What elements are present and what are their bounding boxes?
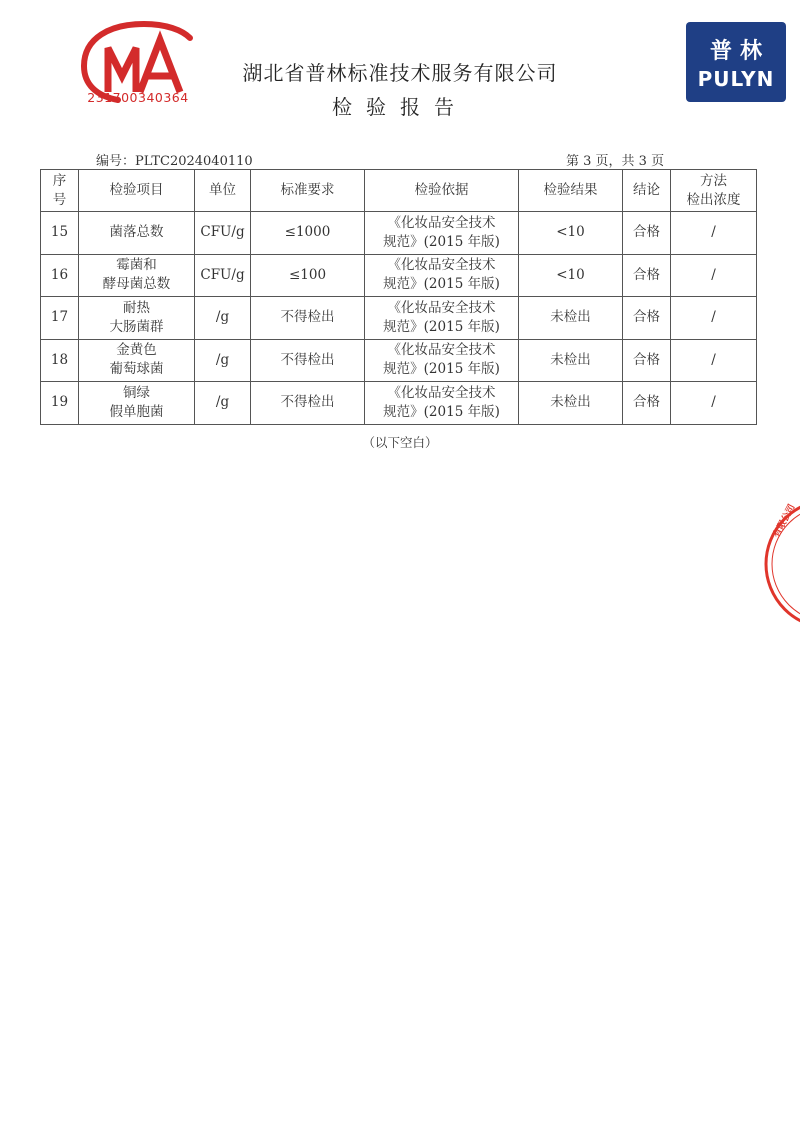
cell-basis: 《化妆品安全技术 规范》(2015 年版) [365,339,519,382]
cell-seq: 16 [41,254,79,297]
header-conclusion: 结论 [623,170,671,212]
page-info: 第 3 页，共 3 页 [566,154,665,169]
cell-result: 未检出 [519,297,623,340]
cell-conclusion: 合格 [623,212,671,255]
cell-basis: 《化妆品安全技术 规范》(2015 年版) [365,297,519,340]
cell-item: 耐热 大肠菌群 [79,297,195,340]
cell-unit: /g [195,382,251,425]
header-seq: 序 号 [41,170,79,212]
table-row [41,382,757,425]
company-seal [760,498,800,630]
header-unit: 单位 [195,170,251,212]
cell-method: / [671,297,757,340]
cell-standard: 不得检出 [251,297,365,340]
cell-unit: /g [195,297,251,340]
cell-seq: 15 [41,212,79,255]
company-name: 湖北省普林标准技术服务有限公司 [242,61,558,85]
cell-item: 铜绿 假单胞菌 [79,382,195,425]
table-row [41,254,757,297]
cma-number: 231700340364 [87,90,189,105]
cell-standard: 不得检出 [251,382,365,425]
cell-seq: 19 [41,382,79,425]
cell-method: / [671,382,757,425]
header-method: 方法 检出浓度 [671,170,757,212]
cell-conclusion: 合格 [623,254,671,297]
blank-note: （以下空白） [362,435,438,450]
cell-conclusion: 合格 [623,297,671,340]
cell-basis: 《化妆品安全技术 规范》(2015 年版) [365,212,519,255]
cell-result: 未检出 [519,382,623,425]
brand-logo-en: PULYN [697,67,775,91]
cell-item: 金黄色 葡萄球菌 [79,339,195,382]
cell-method: / [671,254,757,297]
svg-text:有限公司: 有限公司 [771,502,798,540]
cell-conclusion: 合格 [623,339,671,382]
cell-unit: CFU/g [195,254,251,297]
header-result: 检验结果 [519,170,623,212]
cell-item: 菌落总数 [79,212,195,255]
cell-unit: /g [195,339,251,382]
cell-basis: 《化妆品安全技术 规范》(2015 年版) [365,382,519,425]
cell-result: <10 [519,212,623,255]
cell-unit: CFU/g [195,212,251,255]
table-row [41,339,757,382]
header-standard: 标准要求 [251,170,365,212]
cell-standard: ≤1000 [251,212,365,255]
cell-conclusion: 合格 [623,382,671,425]
cell-standard: ≤100 [251,254,365,297]
brand-logo [686,22,786,102]
table-row [41,297,757,340]
header-basis: 检验依据 [365,170,519,212]
report-title: 检验报告 [332,95,468,119]
cell-standard: 不得检出 [251,339,365,382]
cell-basis: 《化妆品安全技术 规范》(2015 年版) [365,254,519,297]
report-number: 编号：PLTC2024040110 [96,154,253,169]
cell-seq: 17 [41,297,79,340]
header-item: 检验项目 [79,170,195,212]
cell-result: 未检出 [519,339,623,382]
results-table [40,169,757,425]
table-header-row [41,170,757,212]
brand-logo-cn: 普林 [709,39,770,64]
cell-result: <10 [519,254,623,297]
cell-method: / [671,339,757,382]
cell-item: 霉菌和 酵母菌总数 [79,254,195,297]
cell-method: / [671,212,757,255]
cell-seq: 18 [41,339,79,382]
table-row [41,212,757,255]
